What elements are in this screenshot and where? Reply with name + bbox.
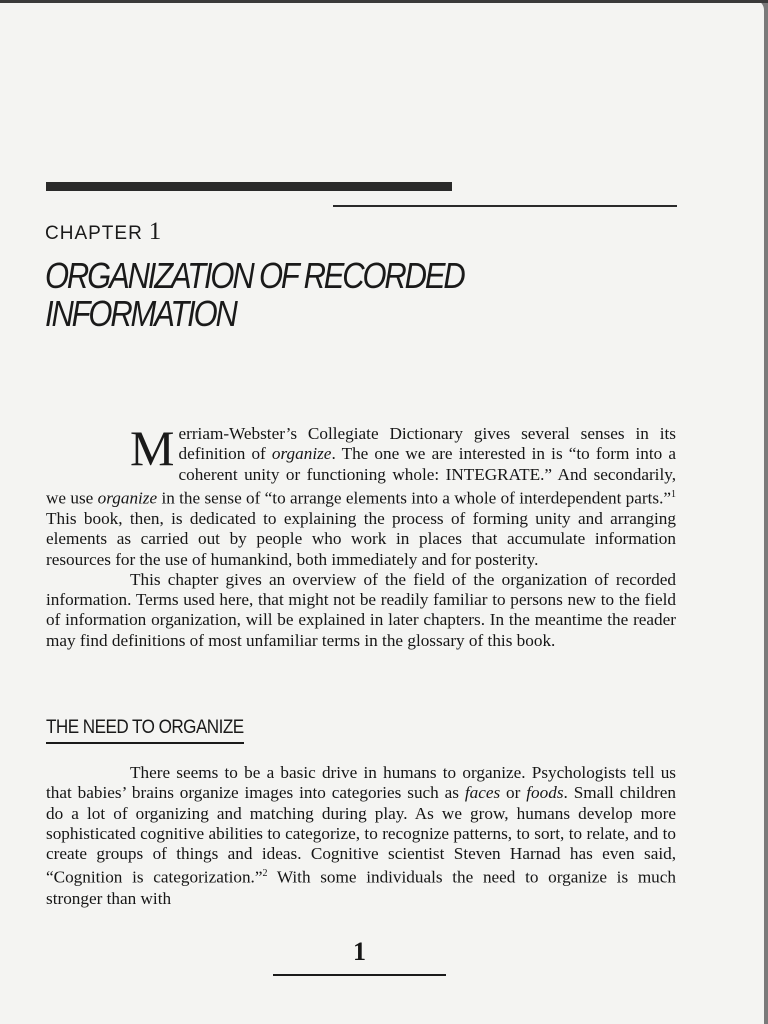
footnote-marker-2: 2 — [262, 868, 268, 880]
chapter-word: CHAPTER — [45, 223, 143, 244]
chapter-rule-thin — [333, 205, 677, 207]
page-number: 1 — [273, 937, 446, 976]
intro-paragraph-2: This chapter gives an overview of the field of the organization of recorded information. Terms used here, that might not be readily familiar to persons new to the field of information organization, will be explained in later chapters. In the meantime the reader may find definitions of most unfamiliar terms in the glossary of this book. — [46, 569, 676, 650]
chapter-label — [45, 218, 162, 246]
section-paragraph-1: There seems to be a basic drive in humans to organize. Psychologists tell us that babies’ brains organize images into categories such as faces or foods. Small children do a lot of organizing and matching during play. As we grow, humans develop more sophisticated cognitive abilities to categorize, to recognize patterns, to sort, to relate, and to create groups of things and ideas. Cognitive scientist Steven Harnad has even said, “Cognition is categorization.”$^2$ With some individuals the need to organize is much stronger than with — [46, 763, 676, 908]
chapter-rule-thick — [46, 182, 452, 191]
intro-paragraph-1: Merriam-Webster’s Collegiate Dictionary gives several senses in its definition of organize. The one we are interested in is “to form into a coherent unity or functioning whole: INTEGRATE.” And secondarily, we use organize in the sense of “to arrange elements into a whole of interdependent parts.”$^1$ This book, then, is dedicated to explaining the process of forming unity and arranging elements as carried out by people who work in places that accumulate information resources for the use of humankind, both immediately and for posterity. — [46, 420, 677, 569]
chapter-title — [45, 257, 561, 333]
intro-text — [46, 420, 677, 651]
footnote-marker-1: 1 — [671, 488, 677, 500]
drop-cap: M — [130, 420, 175, 476]
page-top-edge — [0, 0, 768, 3]
chapter-number: 1 — [148, 218, 163, 245]
chapter-title-line-1: ORGANIZATION OF RECORDED — [45, 255, 464, 296]
section-heading: THE NEED TO ORGANIZE — [46, 717, 244, 744]
chapter-title-line-2: INFORMATION — [45, 293, 236, 334]
section-text — [46, 763, 676, 909]
